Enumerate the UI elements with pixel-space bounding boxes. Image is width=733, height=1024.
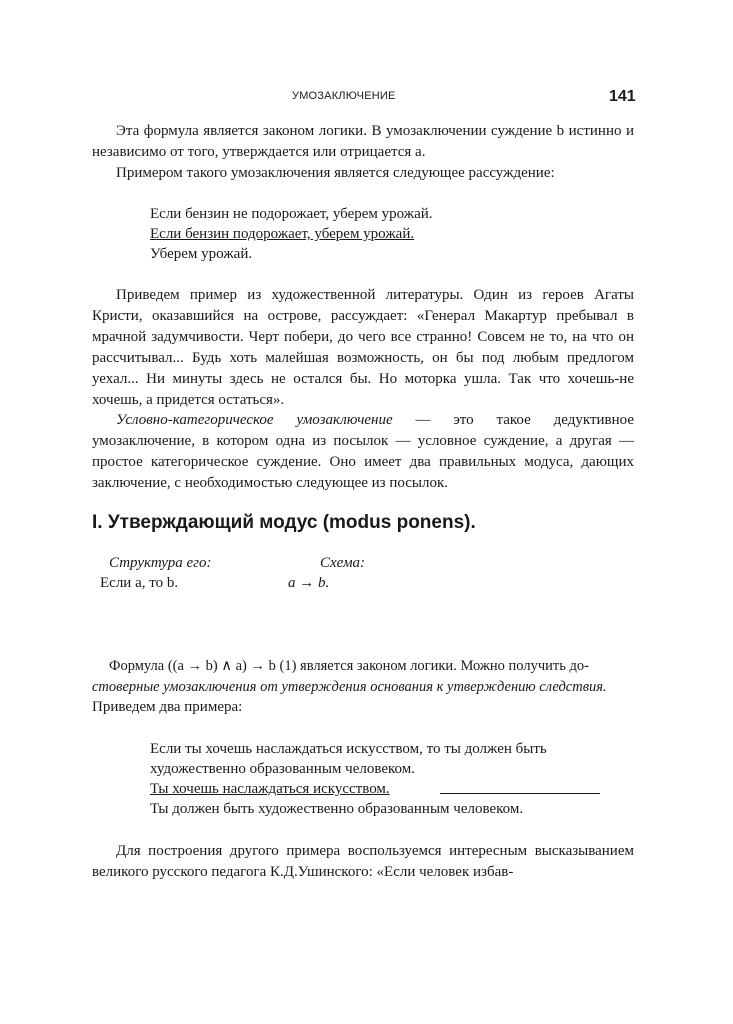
definition-term: Условно-категорическое умозаключение: [116, 412, 393, 428]
section-heading: I. Утверждающий модус (modus ponens).: [92, 512, 476, 533]
structure-formula: Если a, то b.: [100, 575, 179, 591]
paragraph-formula-line1: Формула ((a → b) ∧ a) → b (1) является законом логики. Можно получить до-: [109, 658, 589, 674]
example1-premise1: Если бензин не подорожает, уберем урожай.: [150, 206, 433, 222]
example1-premise2: Если бензин подорожает, уберем урожай.: [150, 226, 415, 242]
paragraph-formula-line2: стоверные умозаключения от утверждения основания к утверждению следствия.: [92, 679, 607, 695]
example1-conclusion: Уберем урожай.: [150, 246, 253, 262]
paragraph-ushinsky: Для построения другого примера воспользуемся интересным высказыванием великого русского педагога К.Д.Ушинского: «Если человек избав-: [92, 843, 634, 880]
example2-premise1-line2: художественно образованным человеком.: [150, 761, 415, 777]
example2-premise2: Ты хочешь наслаждаться искусством.: [150, 781, 390, 797]
example2-premise1-line1: Если ты хочешь наслаждаться искусством, то ты должен быть: [150, 741, 547, 757]
paragraph-definition: [92, 410, 634, 494]
paragraph-formula-line3: Приведем два примера:: [92, 699, 243, 715]
page-number: 141: [609, 88, 636, 105]
example2-conclusion: Ты должен быть художественно образованным человеком.: [150, 801, 524, 817]
paragraph-formula-law: Эта формула является законом логики. В умозаключении суждение b истинно и независимо от того, утверждается или отрицается a.: [92, 123, 634, 160]
scheme-label: Схема:: [320, 555, 366, 571]
definition-text: — это такое дедуктивное умозаключение, в котором одна из посылок — условное суждение, а другая — простое категорическое суждение. Оно имеет два правильных модуса, дающих заключение, с необходимостью следующее из посылок.: [92, 412, 634, 491]
scheme-formula: a → b.: [288, 575, 330, 591]
premise-divider-line: [440, 793, 600, 794]
structure-label: Структура его:: [109, 555, 212, 571]
running-header: УМОЗАКЛЮЧЕНИЕ: [292, 90, 396, 102]
paragraph-example-intro: Примером такого умозаключения является следующее рассуждение:: [116, 165, 555, 181]
paragraph-literature-example: Приведем пример из художественной литературы. Один из героев Агаты Кристи, оказавшийся на острове, рассуждает: «Генерал Макартур пребывал в мрачной задумчивости. Черт побери, до чего все странно! Совсем не то, на что он рассчитывал... Будь хоть малейшая возможность, он бы под любым предлогом уехал... Ни минуты здесь не остался бы. Но моторка ушла. Так что хочешь-не хочешь, а придется остаться».: [92, 287, 634, 408]
